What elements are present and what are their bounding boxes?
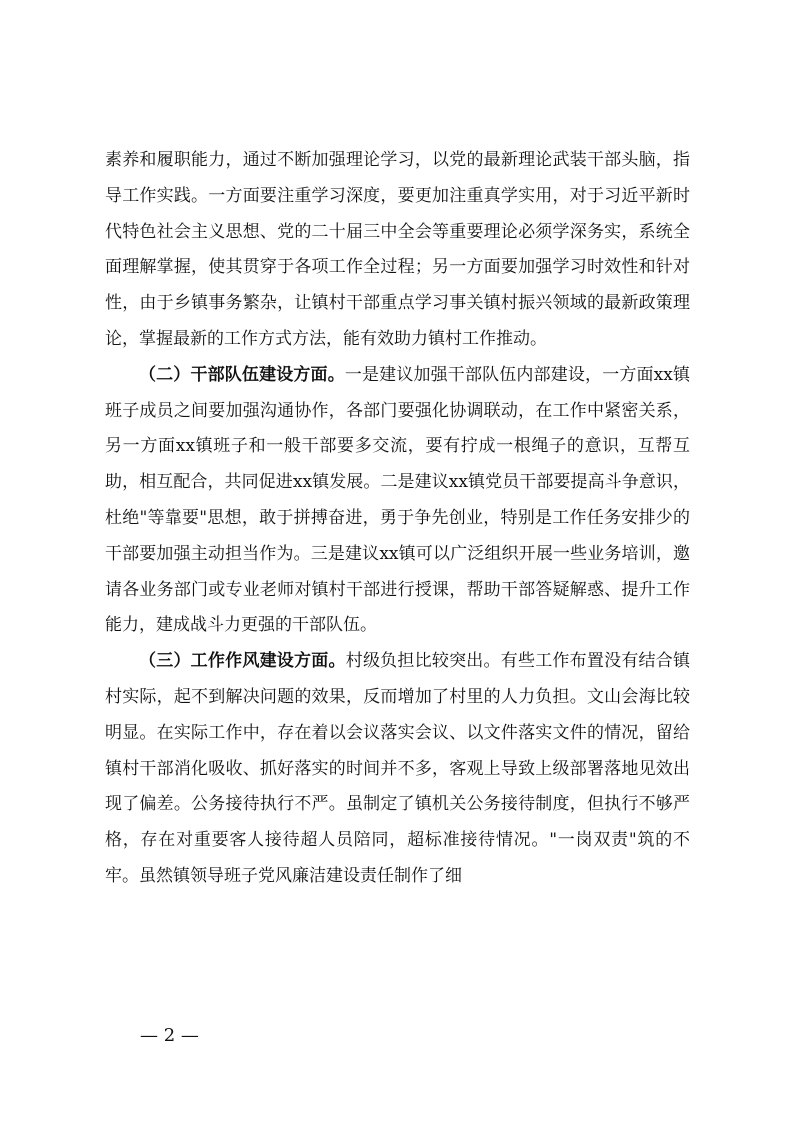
- section-body-2: 一是建议加强干部队伍内部建设，一方面xx镇班子成员之间要加强沟通协作，各部门要强化协调联动，在工作中紧密关系，另一方面xx镇班子和一般干部要多交流，要有拧成一根绳子的意识，互帮互助，相互配合，共同促进xx镇发展。二是建议xx镇党员干部要提高斗争意识，杜绝"等靠要"思想，敢于拼搏奋进，勇于争先创业，特别是工作任务安排少的干部要加强主动担当作为。三是建议xx镇可以广泛组织开展一些业务培训，邀请各业务部门或专业老师对镇村干部进行授课，帮助干部答疑解惑、提升工作能力，建成战斗力更强的干部队伍。: [105, 364, 690, 636]
- section-heading-3: （三）工作作风建设方面。: [139, 651, 346, 672]
- section-heading-2: （二）干部队伍建设方面。: [139, 364, 345, 385]
- paragraph-2: [105, 358, 690, 644]
- page-number: — 2 —: [140, 1025, 199, 1046]
- document-body: [105, 143, 690, 895]
- paragraph-1: 素养和履职能力，通过不断加强理论学习，以党的最新理论武装干部头脑，指导工作实践。一方面要注重学习深度，要更加注重真学实用，对于习近平新时代特色社会主义思想、党的二十届三中全会等重要理论必须学深务实，系统全面理解掌握，使其贯穿于各项工作全过程；另一方面要加强学习时效性和针对性，由于乡镇事务繁杂，让镇村干部重点学习事关镇村振兴领域的最新政策理论，掌握最新的工作方式方法，能有效助力镇村工作推动。: [105, 150, 690, 349]
- section-body-3: 村级负担比较突出。有些工作布置没有结合镇村实际，起不到解决问题的效果，反而增加了村里的人力负担。文山会海比较明显。在实际工作中，存在着以会议落实会议、以文件落实文件的情况，留给镇村干部消化吸收、抓好落实的时间并不多，客观上导致上级部署落地见效出现了偏差。公务接待执行不严。虽制定了镇机关公务接待制度，但执行不够严格，存在对重要客人接待超人员陪同，超标准接待情况。"一岗双责"筑的不牢。虽然镇领导班子党风廉洁建设责任制作了细: [105, 651, 691, 886]
- paragraph-3: [105, 644, 690, 895]
